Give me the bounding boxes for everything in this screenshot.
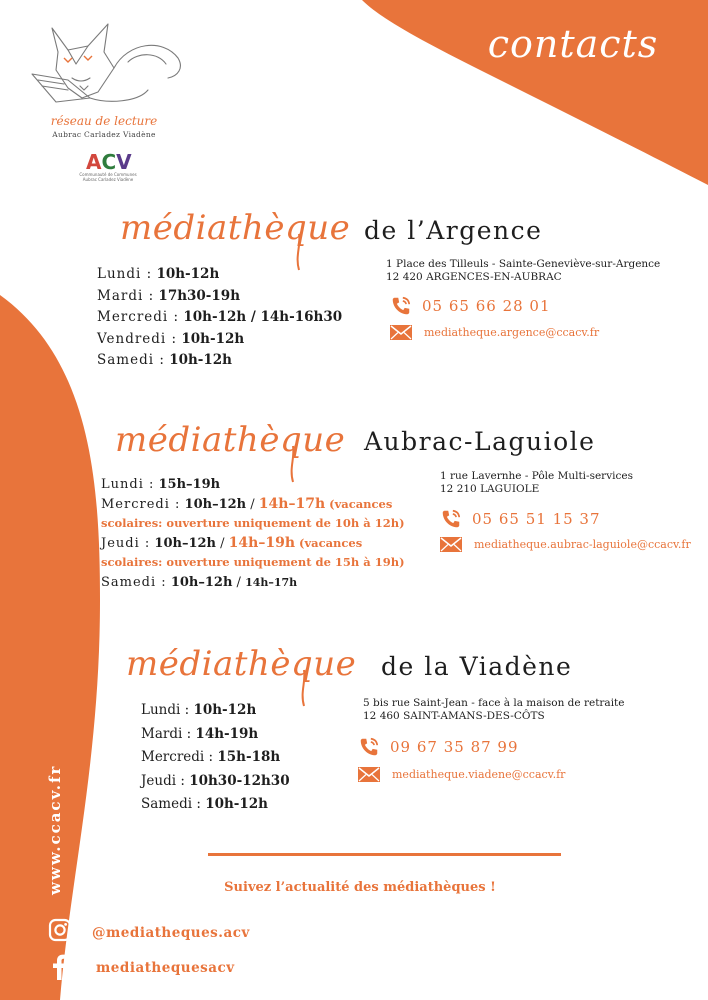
acv-subtitle: Communauté de Communes Aubrac Carladez Viadène bbox=[79, 172, 137, 182]
phone-icon bbox=[390, 295, 412, 317]
phone-icon bbox=[440, 508, 462, 530]
footer-divider bbox=[208, 853, 561, 856]
hours-row: Samedi : 10h-12h bbox=[141, 796, 268, 812]
viadene-place-title: de la Viadène bbox=[381, 652, 573, 681]
website-link[interactable]: www.ccacv.fr bbox=[46, 764, 64, 895]
viadene-address: 5 bis rue Saint-Jean - face à la maison de retraite 12 460 SAINT-AMANS-DES-CÔTS bbox=[363, 697, 625, 722]
follow-tagline: Suivez l’actualité des médiathèques ! bbox=[224, 880, 496, 895]
hours-row: Jeudi : 10h–12h / 14h–19h (vacances bbox=[101, 534, 363, 551]
hours-row: Mardi : 17h30-19h bbox=[97, 287, 241, 304]
hours-row: Mercredi : 15h-18h bbox=[141, 749, 281, 765]
hours-row: Mardi : 14h-19h bbox=[141, 725, 259, 742]
facebook-icon[interactable] bbox=[50, 954, 68, 984]
facebook-handle[interactable]: mediathequesacv bbox=[96, 960, 235, 976]
argence-address: 1 Place des Tilleuls - Sainte-Geneviève-sur-Argence 12 420 ARGENCES-EN-AUBRAC bbox=[386, 258, 661, 283]
laguiole-place-title: Aubrac-Laguiole bbox=[364, 427, 596, 456]
laguiole-address: 1 rue Lavernhe - Pôle Multi-services 12 210 LAGUIOLE bbox=[440, 470, 633, 495]
mail-icon bbox=[440, 537, 462, 552]
network-subtitle: Aubrac Carladez Viadène bbox=[52, 130, 156, 139]
script-swash bbox=[298, 668, 312, 708]
phone-icon bbox=[358, 736, 380, 758]
hours-row: Vendredi : 10h-12h bbox=[97, 330, 245, 347]
hours-row: Lundi : 10h-12h bbox=[141, 702, 257, 718]
argence-email[interactable]: mediatheque.argence@ccacv.fr bbox=[390, 325, 599, 340]
mail-icon bbox=[390, 325, 412, 340]
page-title: contacts bbox=[487, 22, 659, 66]
hours-note: scolaires: ouverture uniquement de 15h à 19h) bbox=[101, 555, 405, 569]
laguiole-hours bbox=[101, 475, 421, 592]
hours-row: Jeudi : 10h30-12h30 bbox=[141, 772, 290, 789]
viadene-email[interactable]: mediatheque.viadene@ccacv.fr bbox=[358, 767, 565, 782]
mail-icon bbox=[358, 767, 380, 782]
argence-hours bbox=[97, 264, 342, 372]
viadene-phone[interactable]: 09 67 35 87 99 bbox=[358, 736, 519, 758]
hours-row: Samedi : 10h–12h / 14h–17h bbox=[101, 574, 298, 590]
instagram-icon[interactable] bbox=[48, 918, 72, 946]
hours-row: Samedi : 10h-12h bbox=[97, 352, 232, 368]
argence-place-title: de l’Argence bbox=[364, 216, 543, 245]
viadene-hours bbox=[141, 699, 290, 817]
hours-row: Mercredi : 10h–12h / 14h–17h (vacances bbox=[101, 495, 393, 512]
hours-note: scolaires: ouverture uniquement de 10h à 12h) bbox=[101, 516, 405, 530]
hours-row: Lundi : 15h–19h bbox=[101, 477, 221, 492]
acv-logo: ACV bbox=[86, 150, 132, 174]
viadene-script-title: médiathèque bbox=[126, 644, 357, 684]
hours-row: Lundi : 10h-12h bbox=[97, 266, 220, 282]
fox-logo bbox=[28, 18, 188, 114]
laguiole-script-title: médiathèque bbox=[115, 420, 346, 460]
argence-script-title: médiathèque bbox=[120, 208, 351, 248]
argence-phone[interactable]: 05 65 66 28 01 bbox=[390, 295, 551, 317]
network-name: réseau de lecture bbox=[50, 114, 158, 128]
laguiole-email[interactable]: mediatheque.aubrac-laguiole@ccacv.fr bbox=[440, 537, 691, 552]
laguiole-phone[interactable]: 05 65 51 15 37 bbox=[440, 508, 601, 530]
hours-row: Mercredi : 10h-12h / 14h-16h30 bbox=[97, 309, 343, 325]
instagram-handle[interactable]: @mediatheques.acv bbox=[92, 925, 250, 941]
